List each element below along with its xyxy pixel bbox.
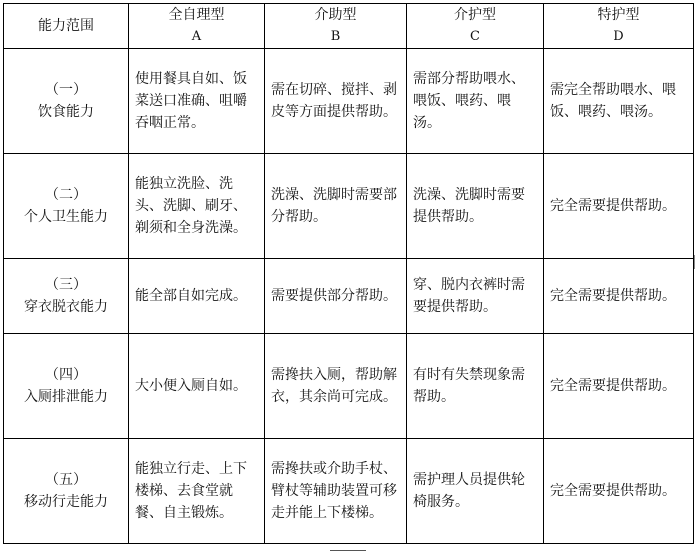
category-name: 个人卫生能力 [24,209,108,225]
table-cell: 有时有失禁现象需帮助。 [407,334,544,439]
table-row [4,49,694,154]
header-special-care [544,4,694,49]
table-cell: 需搀扶或介助手杖、臂杖等辅助装置可移走并能上下楼梯。 [265,439,407,544]
header-letter: C [470,29,480,44]
category-cell [4,259,129,334]
header-assisted [265,4,407,49]
table-cell: 需完全帮助喂水、喂饭、喂药、喂汤。 [544,49,694,154]
category-cell [4,49,129,154]
category-number: （二） [45,187,87,203]
header-title: 全自理型 [168,7,225,23]
table-cell: 能独立行走、上下楼梯、去食堂就餐、自主锻炼。 [129,439,265,544]
table-cell: 完全需要提供帮助。 [544,334,694,439]
table-cell: 完全需要提供帮助。 [544,154,694,259]
category-name: 入厕排泄能力 [24,389,108,405]
table-row [4,259,694,334]
category-name: 移动行走能力 [24,494,108,510]
header-title: 特护型 [597,7,640,23]
category-number: （三） [45,277,87,293]
table-cell: 完全需要提供帮助。 [544,259,694,334]
category-name: 饮食能力 [38,104,94,120]
category-number: （一） [45,82,87,98]
category-name: 穿衣脱衣能力 [24,299,108,315]
table-cell: 能全部自如完成。 [129,259,265,334]
header-full-self-care [129,4,265,49]
header-row [4,4,694,49]
header-title: 介护型 [454,7,496,23]
table-cell: 洗澡、洗脚时需要部分帮助。 [265,154,407,259]
table-cell: 需在切碎、搅拌、剥皮等方面提供帮助。 [265,49,407,154]
category-cell [4,154,129,259]
category-number: （五） [45,472,87,488]
table-cell: 穿、脱内衣裤时需要提供帮助。 [407,259,544,334]
table-cell: 洗澡、洗脚时需要提供帮助。 [407,154,544,259]
category-cell [4,334,129,439]
care-level-table [3,3,694,544]
table-cell: 大小便入厕自如。 [129,334,265,439]
table-cell: 需护理人员提供轮椅服务。 [407,439,544,544]
footnote-divider [330,550,366,551]
table-cell: 完全需要提供帮助。 [544,439,694,544]
header-letter: A [191,29,202,44]
table-row [4,439,694,544]
table-cell: 能独立洗脸、洗头、洗脚、刷牙、剃须和全身洗澡。 [129,154,265,259]
header-title: 能力范围 [38,17,94,34]
table-row [4,154,694,259]
table-cell: 需部分帮助喂水、喂饭、喂药、喂汤。 [407,49,544,154]
header-letter: D [613,29,624,44]
header-nursing [407,4,544,49]
category-cell [4,439,129,544]
table-row [4,334,694,439]
table-cell: 需要提供部分帮助。 [265,259,407,334]
category-number: （四） [45,367,87,383]
table-cell: 需搀扶入厕，帮助解衣，其余尚可完成。 [265,334,407,439]
header-letter: B [330,29,341,44]
table-cell: 使用餐具自如、饭菜送口准确、咀嚼吞咽正常。 [129,49,265,154]
edge-marker [694,255,695,269]
header-ability-range [4,4,129,49]
header-title: 介助型 [314,7,357,23]
